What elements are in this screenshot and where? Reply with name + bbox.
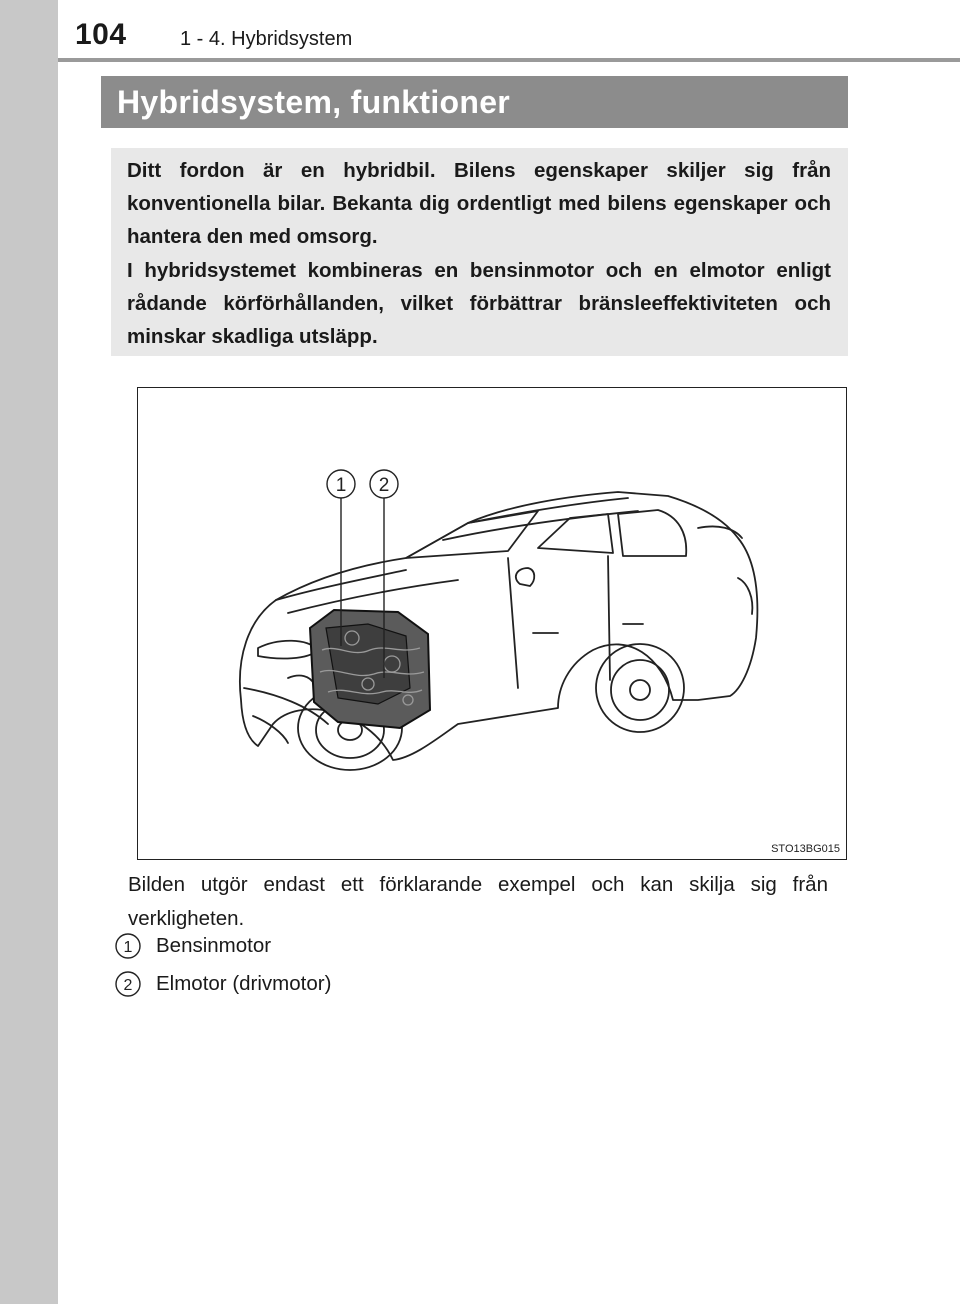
figure-code: STO13BG015 [771,843,840,855]
legend-label-1: Bensinmotor [156,934,272,957]
engine-assembly [310,610,430,728]
section-label: 1 - 4. Hybridsystem [180,28,353,50]
svg-text:1: 1 [123,939,133,956]
number-1-badge [114,932,142,960]
page-number: 104 [75,18,127,51]
number-2-badge [114,970,142,998]
intro-paragraph-2: I hybridsystemet kombineras en bensinmotor och en elmotor enligt rådande körförhållanden, vilket förbättrar bränsleeffektiviteten och minskar skadliga utsläpp. [127,259,831,348]
intro-paragraph-1: Ditt fordon är en hybridbil. Bilens egenskaper skiljer sig från konventionella bilar. Bekanta dig ordentligt med bilens egenskaper och hantera den med omsorg. [127,159,831,248]
header-rule [58,58,960,62]
figure-frame [137,387,847,860]
intro-box [111,148,848,356]
callout-1: 1 [335,475,347,496]
callout-2: 2 [378,475,390,496]
figure-caption: Bilden utgör endast ett förklarande exempel och kan skilja sig från verkligheten. [128,873,828,930]
hybrid-car-illustration [138,388,845,858]
page-title: Hybridsystem, funktioner [117,84,511,120]
side-bar [0,0,58,1304]
svg-text:2: 2 [123,977,133,994]
title-bar [101,76,848,128]
legend-label-2: Elmotor (drivmotor) [156,972,332,995]
